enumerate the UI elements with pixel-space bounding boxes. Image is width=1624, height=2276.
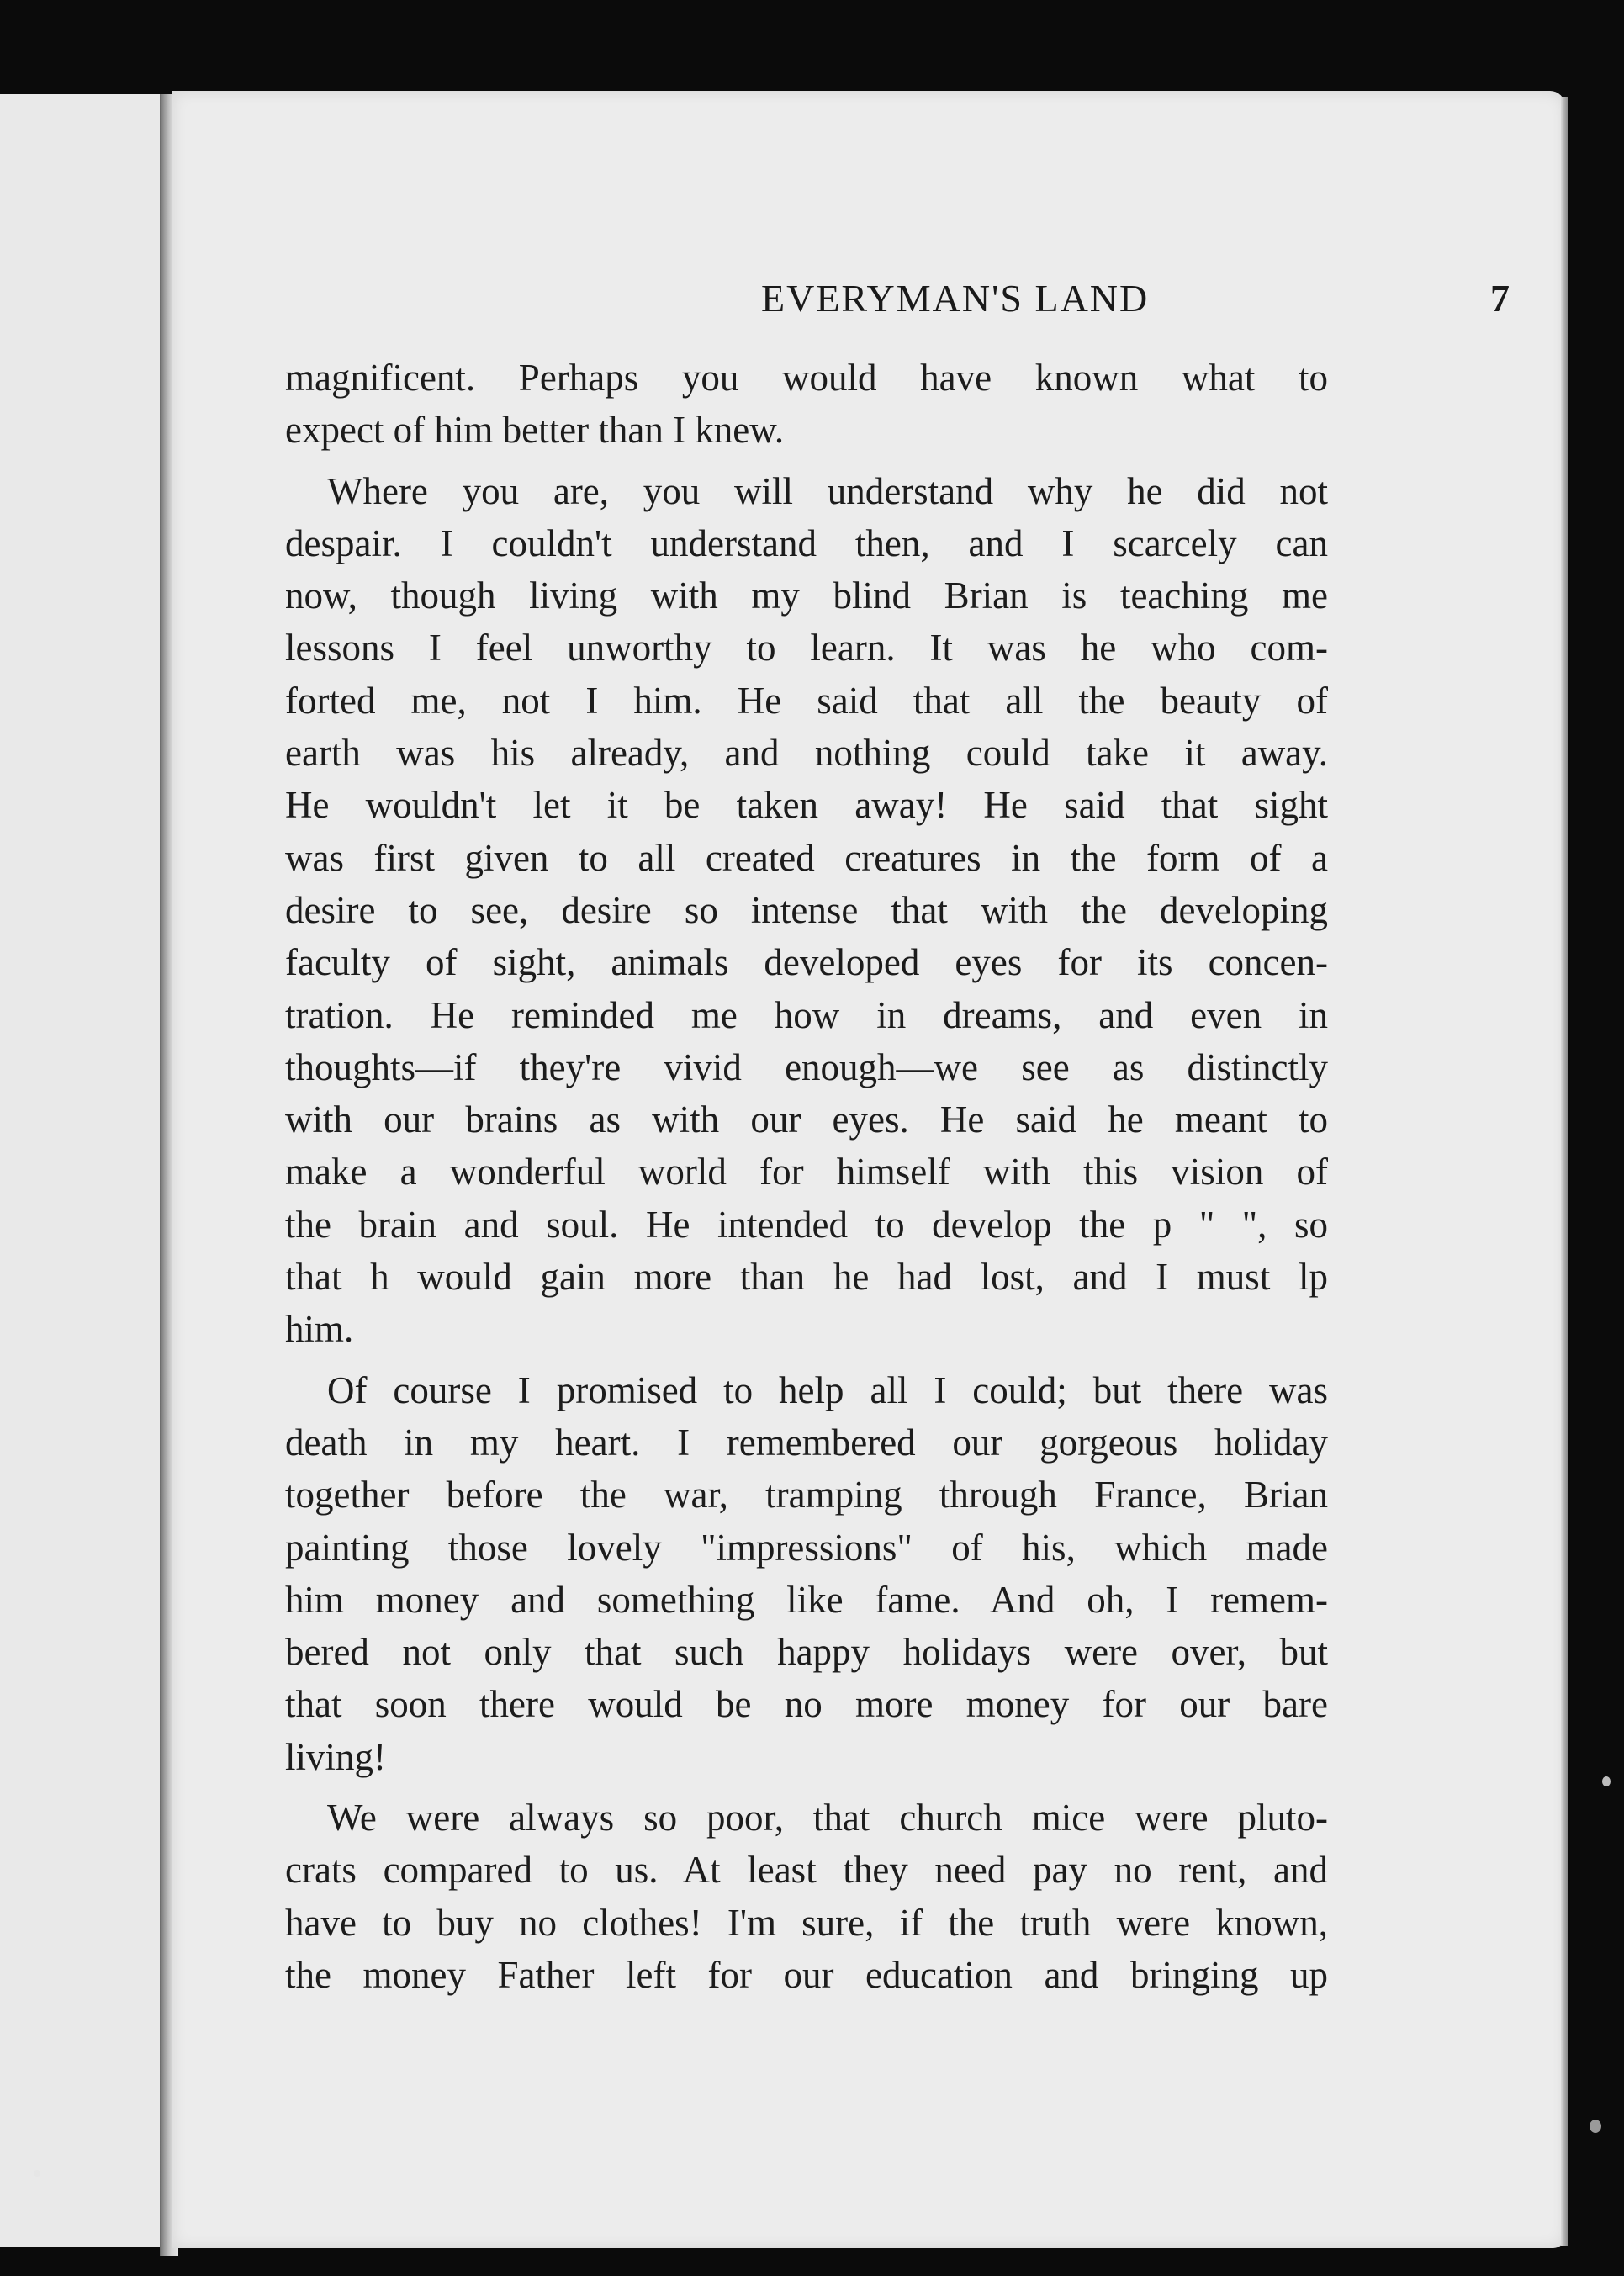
- text-line: the brain and soul. He intended to develop the p " ", so: [285, 1203, 1328, 1246]
- scan-speck: [1590, 2120, 1601, 2133]
- text-line: We were always so poor, that church mice were pluto-: [327, 1797, 1328, 1839]
- page-edge: [1561, 97, 1568, 2246]
- text-line: him.: [285, 1308, 354, 1351]
- text-line: with our brains as with our eyes. He said he meant to: [285, 1098, 1328, 1141]
- text-line: the money Father left for our education and bringing up: [285, 1953, 1328, 1996]
- text-line: Where you are, you will understand why he did not: [327, 469, 1328, 512]
- text-line: that h would gain more than he had lost, and I must lp: [285, 1256, 1328, 1299]
- text-line: death in my heart. I remembered our gorgeous holiday: [285, 1421, 1328, 1464]
- text-line: thoughts—if they're vivid enough—we see as distinctly: [285, 1045, 1328, 1088]
- book-page: [172, 91, 1565, 2248]
- text-line: despair. I couldn't understand then, and I scarcely can: [285, 521, 1328, 564]
- text-line: was first given to all created creatures in the form of a: [285, 836, 1328, 879]
- text-line: desire to see, desire so intense that with the developing: [285, 888, 1328, 931]
- text-line: forted me, not I him. He said that all the beauty of: [285, 679, 1328, 722]
- running-head: [290, 276, 1510, 343]
- scan-speck: [1602, 1776, 1611, 1786]
- text-line: that soon there would be no more money for our bare: [285, 1683, 1328, 1726]
- text-line: have to buy no clothes! I'm sure, if the truth were known,: [285, 1901, 1328, 1944]
- paragraph: [285, 465, 1328, 1356]
- text-line: magnificent. Perhaps you would have known what to: [285, 357, 1328, 399]
- text-line: Of course I promised to help all I could; but there was: [327, 1368, 1328, 1411]
- paragraph: [285, 352, 1328, 457]
- text-line: lessons I feel unworthy to learn. It was he who com-: [285, 627, 1328, 670]
- facing-page: [0, 94, 160, 2247]
- body-text: [285, 352, 1328, 2001]
- text-line: expect of him better than I knew.: [285, 409, 785, 452]
- text-line: earth was his already, and nothing could take it away.: [285, 732, 1328, 775]
- text-line: crats compared to us. At least they need pay no rent, and: [285, 1849, 1328, 1892]
- text-line: him money and something like fame. And oh, I remem-: [285, 1578, 1328, 1621]
- text-line: tration. He reminded me how in dreams, and even in: [285, 993, 1328, 1036]
- text-line: painting those lovely "impressions" of his, which made: [285, 1526, 1328, 1569]
- text-line: living!: [285, 1735, 386, 1778]
- paragraph: [285, 1364, 1328, 1783]
- text-line: now, though living with my blind Brian is teaching me: [285, 574, 1328, 617]
- text-line: faculty of sight, animals developed eyes for its concen-: [285, 941, 1328, 984]
- page-number: 7: [1490, 277, 1510, 320]
- scan-speck: [34, 2170, 40, 2177]
- paragraph: [285, 1792, 1328, 2001]
- text-line: make a wonderful world for himself with this vision of: [285, 1151, 1328, 1194]
- running-title: EVERYMAN'S LAND: [761, 277, 1150, 320]
- text-line: He wouldn't let it be taken away! He said that sight: [285, 784, 1328, 827]
- text-line: together before the war, tramping through France, Brian: [285, 1474, 1328, 1516]
- text-line: bered not only that such happy holidays were over, but: [285, 1631, 1328, 1674]
